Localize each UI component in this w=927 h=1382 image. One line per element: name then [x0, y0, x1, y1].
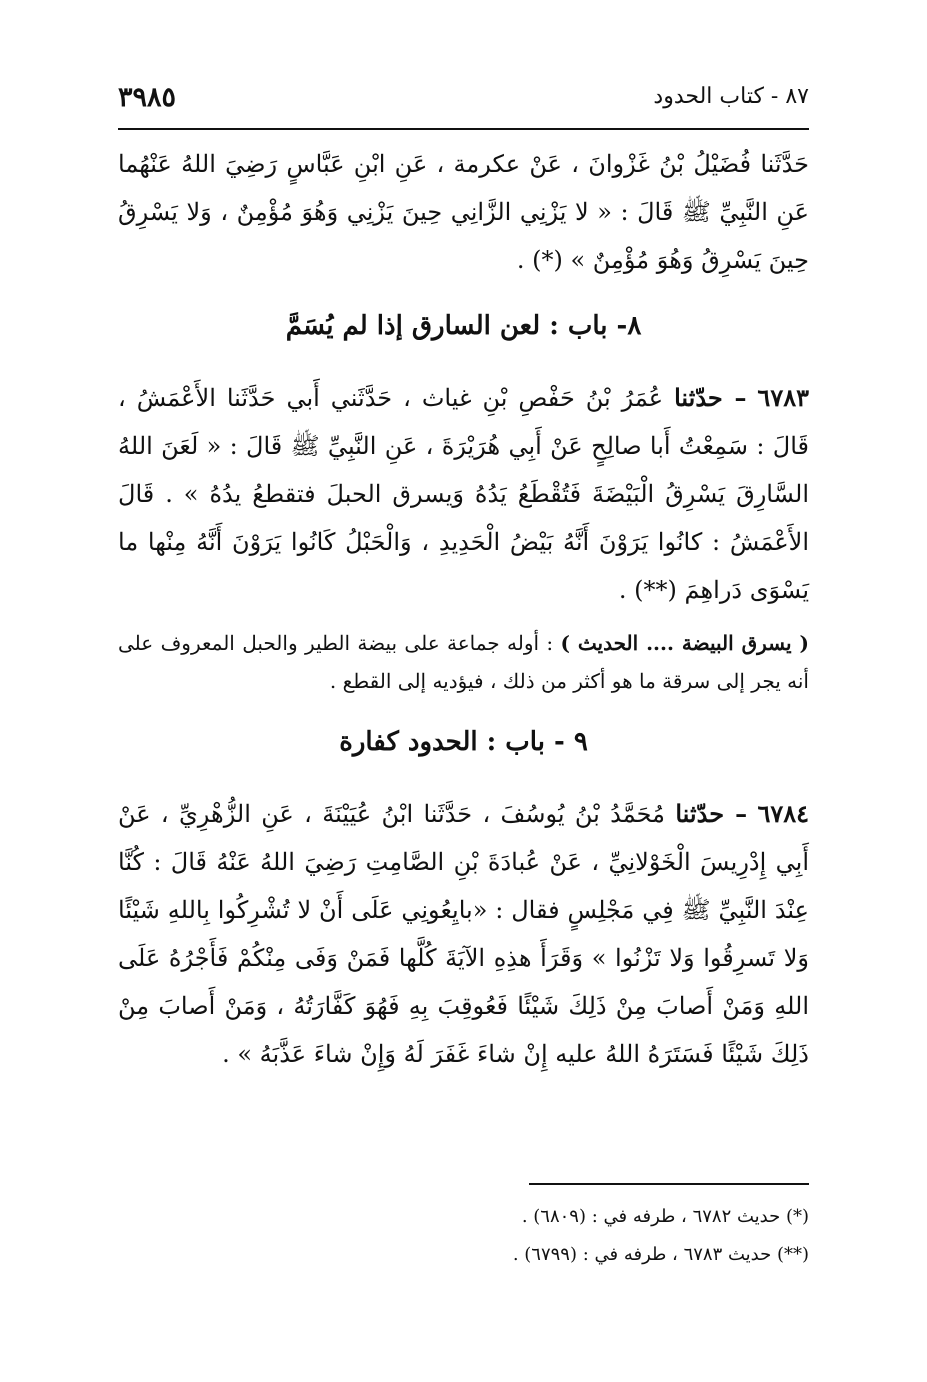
hadith-6783 — [118, 374, 809, 614]
hadith-text: عُمَرُ بْنُ حَفْصِ بْنِ غياث ، حَدَّثَني أَبي حَدَّثَنا الأَعْمَشُ ، قَالَ : سَمِعْتُ أَبا صالِحٍ عَنْ أَبِي هُرَيْرَةَ ، عَنِ النَّبِيِّ ﷺ قَالَ : « لَعَنَ اللهُ السَّارِقَ يَسْرِقُ الْبَيْضَةَ فَتُقْطَعُ يَدُهُ وَيسرق الحبلَ فتقطعُ يدُهُ » . قَالَ الأَعْمَشُ : كانُوا يَرَوْنَ أَنَّهُ بَيْضُ الْحَدِيدِ ، وَالْحَبْلُ كَانُوا يَرَوْنَ أَنَّهُ مِنْها ما يَسْوَى دَراهِمَ (**) . — [118, 384, 809, 604]
page-header — [118, 82, 809, 126]
hadith-number: ٦٧٨٣ — [757, 383, 809, 412]
commentary-note — [118, 624, 809, 700]
page-number: ٣٩٨٥ — [118, 82, 177, 113]
note-keyword: ( يسرق البيضة .... الحديث ) — [560, 631, 809, 655]
footnotes — [118, 1198, 809, 1274]
running-title: ٨٧ - كتاب الحدود — [653, 84, 809, 109]
chapter-heading-9: ٩ - باب : الحدود كفارة — [339, 727, 588, 757]
continuation-paragraph: حَدَّثَنا فُضَيْلُ بْنُ غَزْوانَ ، عَنْ عكرمة ، عَنِ ابْنِ عَبَّاسٍ رَضِيَ اللهُ عَنْهُما عَنِ النَّبِيِّ ﷺ قَالَ : « لا يَزْنِي الزَّانِي حِينَ يَزْنِي وَهُوَ مُؤْمِنٌ ، وَلا يَسْرِقُ حِينَ يَسْرِقُ وَهُوَ مُؤْمِنٌ » (*) . — [118, 150, 809, 274]
footnote-rule — [529, 1183, 809, 1185]
hadith-number: ٦٧٨٤ — [757, 799, 809, 828]
header-rule — [118, 128, 809, 130]
page-body — [118, 140, 809, 1078]
hadith-lead: – حدّثنا — [675, 799, 748, 828]
footnote-2: (**) حديث ٦٧٨٣ ، طرفه في : (٦٧٩٩) . — [512, 1244, 809, 1265]
hadith-lead: – حدّثنا — [674, 383, 747, 412]
hadith-6784 — [118, 790, 809, 1078]
chapter-heading-8: ٨- باب : لعن السارق إذا لم يُسَمَّ — [285, 311, 642, 341]
hadith-text: مُحَمَّدُ بْنُ يُوسُفَ ، حَدَّثَنا ابْنُ عُيَيْنَةَ ، عَنِ الزُّهْرِيِّ ، عَنْ أَبِي إِدْرِيسَ الْخَوْلانِيِّ ، عَنْ عُبادَةَ بْنِ الصَّامِتِ رَضِيَ اللهُ عَنْهُ قَالَ : كُنَّا عِنْدَ النَّبِيِّ ﷺ فِي مَجْلِسٍ فقال : «بايِعُونِي عَلَى أَنْ لا تُشْرِكُوا بِاللهِ شَيْئًا وَلا تَسرِقُوا وَلا تَزْنُوا » وَقَرَأَ هذِهِ الآيَةَ كُلَّها فَمَنْ وَفَى مِنْكُمْ فَأَجْرُهُ عَلَى اللهِ وَمَنْ أَصابَ مِنْ ذَلِكَ شَيْئًا فَعُوقِبَ بِهِ فَهُوَ كَفَّارَتُهُ ، وَمَنْ أَصابَ مِنْ ذَلِكَ شَيْئًا فَسَتَرَهُ اللهُ عليه إِنْ شاءَ غَفَرَ لَهُ وَإِنْ شاءَ عَذَّبَهُ » . — [118, 800, 809, 1068]
footnote-1: (*) حديث ٦٧٨٢ ، طرفه في : (٦٨٠٩) . — [521, 1206, 809, 1227]
note-text: : أوله جماعة على بيضة الطير والحبل المعروف على أنه يجر إلى سرقة ما هو أكثر من ذلك ، فيؤديه إلى القطع . — [118, 631, 809, 693]
